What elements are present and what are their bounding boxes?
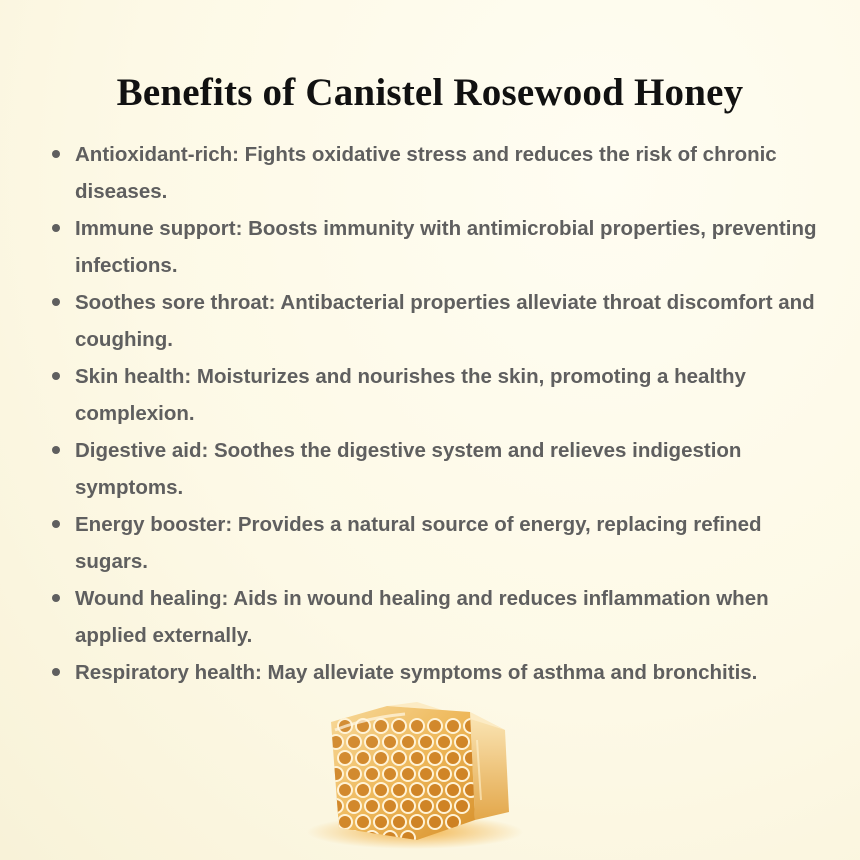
list-item [46,284,836,358]
list-item [46,432,836,506]
list-item [46,358,836,432]
benefit-text: Immune support: Boosts immunity with antimicrobial properties, preventing infections. [75,217,817,277]
bullet-icon [52,298,60,306]
benefit-text: Respiratory health: May alleviate symptoms of asthma and bronchitis. [75,661,758,684]
benefits-list [46,136,836,691]
list-item [46,654,836,691]
list-item [46,580,836,654]
list-item [46,506,836,580]
honeycomb-image [305,700,555,855]
benefit-text: Antioxidant-rich: Fights oxidative stress and reduces the risk of chronic diseases. [75,143,777,203]
bullet-icon [52,224,60,232]
bullet-icon [52,520,60,528]
bullet-icon [52,150,60,158]
benefit-text: Digestive aid: Soothes the digestive system and relieves indigestion symptoms. [75,439,742,499]
list-item [46,136,836,210]
benefit-text: Wound healing: Aids in wound healing and reduces inflammation when applied externally. [75,587,769,647]
bullet-icon [52,668,60,676]
bullet-icon [52,594,60,602]
bullet-icon [52,372,60,380]
list-item [46,210,836,284]
benefit-text: Energy booster: Provides a natural source of energy, replacing refined sugars. [75,513,762,573]
benefit-text: Soothes sore throat: Antibacterial properties alleviate throat discomfort and coughing. [75,291,815,351]
benefit-text: Skin health: Moisturizes and nourishes the skin, promoting a healthy complexion. [75,365,746,425]
page-title: Benefits of Canistel Rosewood Honey [116,71,744,115]
bullet-icon [52,446,60,454]
